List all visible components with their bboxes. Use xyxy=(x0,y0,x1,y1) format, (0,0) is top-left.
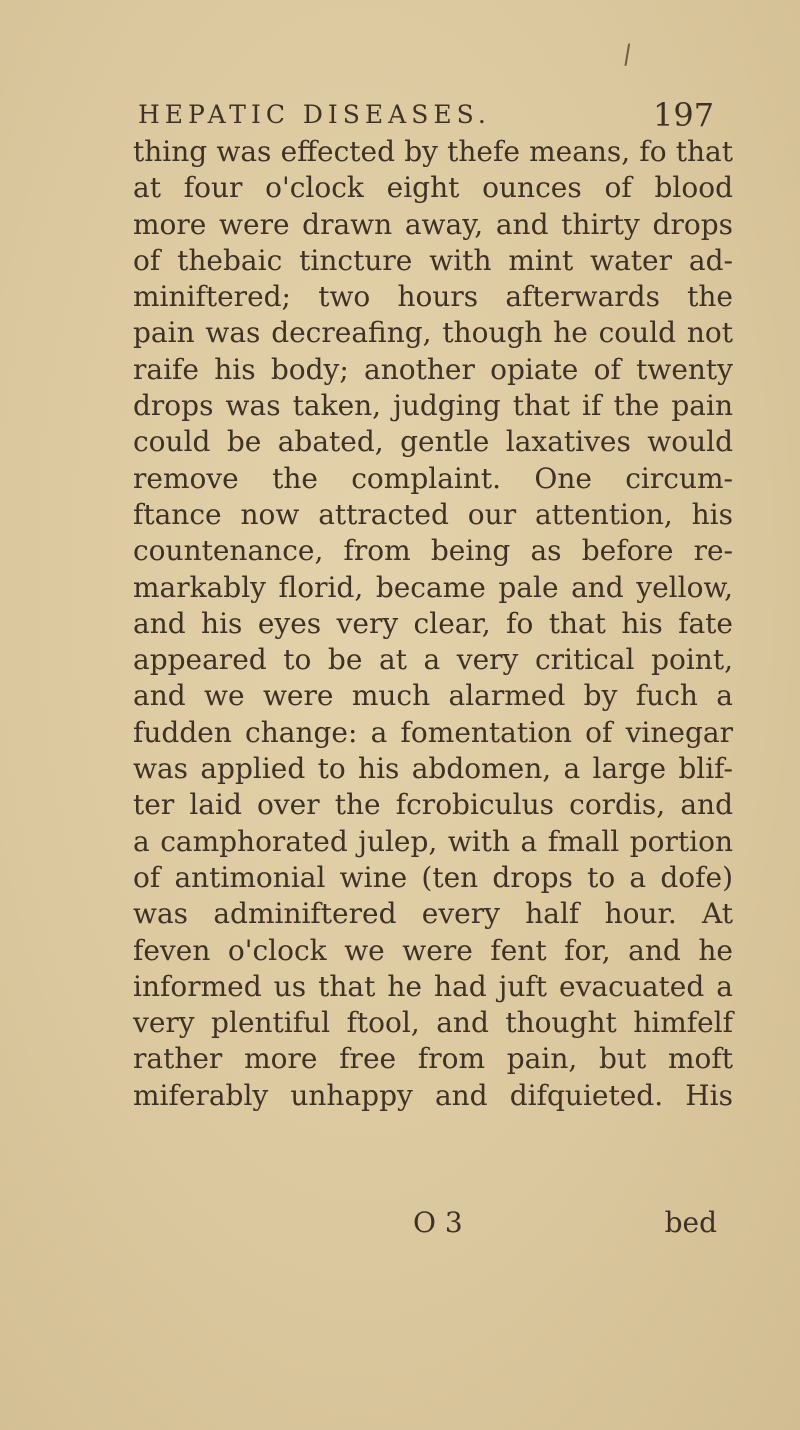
text-line: and his eyes very clear, fo that his fate xyxy=(133,606,733,640)
text-line: rather more free from pain, but moft xyxy=(133,1042,733,1076)
text-line: pain was decreafing, though he could not xyxy=(133,316,733,350)
text-line: very plentiful ftool, and thought himfelf xyxy=(133,1006,733,1040)
text-line: remove the complaint. One circum- xyxy=(133,461,733,495)
text-line: drops was taken, judging that if the pain xyxy=(133,389,733,423)
text-line: more were drawn away, and thirty drops xyxy=(133,207,733,241)
body-text xyxy=(133,134,733,1114)
stray-ink-mark: / xyxy=(620,39,634,71)
text-line: thing was effected by thefe means, fo that xyxy=(133,135,733,168)
text-line: of thebaic tincture with mint water ad- xyxy=(133,243,733,277)
signature-mark: O 3 xyxy=(413,1206,463,1239)
text-line: ter laid over the fcrobiculus cordis, and xyxy=(133,788,733,822)
running-head xyxy=(138,96,718,136)
text-line: raife his body; another opiate of twenty xyxy=(133,352,733,386)
footer-catchline xyxy=(133,1206,733,1246)
text-line: miferably unhappy and difquieted. His xyxy=(133,1078,733,1112)
text-line: a camphorated julep, with a fmall portion xyxy=(133,824,733,858)
page-number: 197 xyxy=(653,96,715,134)
text-line: ftance now attracted our attention, his xyxy=(133,497,733,531)
text-line: informed us that he had juft evacuated a xyxy=(133,969,733,1003)
text-line: feven o'clock we were fent for, and he xyxy=(133,933,733,967)
text-line: was adminiftered every half hour. At xyxy=(133,897,733,931)
running-head-title: HEPATIC DISEASES. xyxy=(138,100,491,129)
text-line: and we were much alarmed by fuch a xyxy=(133,679,733,713)
text-line: fudden change: a fomentation of vinegar xyxy=(133,715,733,749)
text-line: countenance, from being as before re- xyxy=(133,534,733,568)
catchword: bed xyxy=(664,1206,717,1239)
text-line: at four o'clock eight ounces of blood xyxy=(133,171,733,205)
text-line: miniftered; two hours afterwards the xyxy=(133,280,733,314)
text-line: was applied to his abdomen, a large blif- xyxy=(133,752,733,786)
text-line: appeared to be at a very critical point, xyxy=(133,643,733,677)
text-line: of antimonial wine (ten drops to a dofe) xyxy=(133,860,733,894)
text-line: could be abated, gentle laxatives would xyxy=(133,425,733,459)
text-line: markably florid, became pale and yellow, xyxy=(133,570,733,604)
